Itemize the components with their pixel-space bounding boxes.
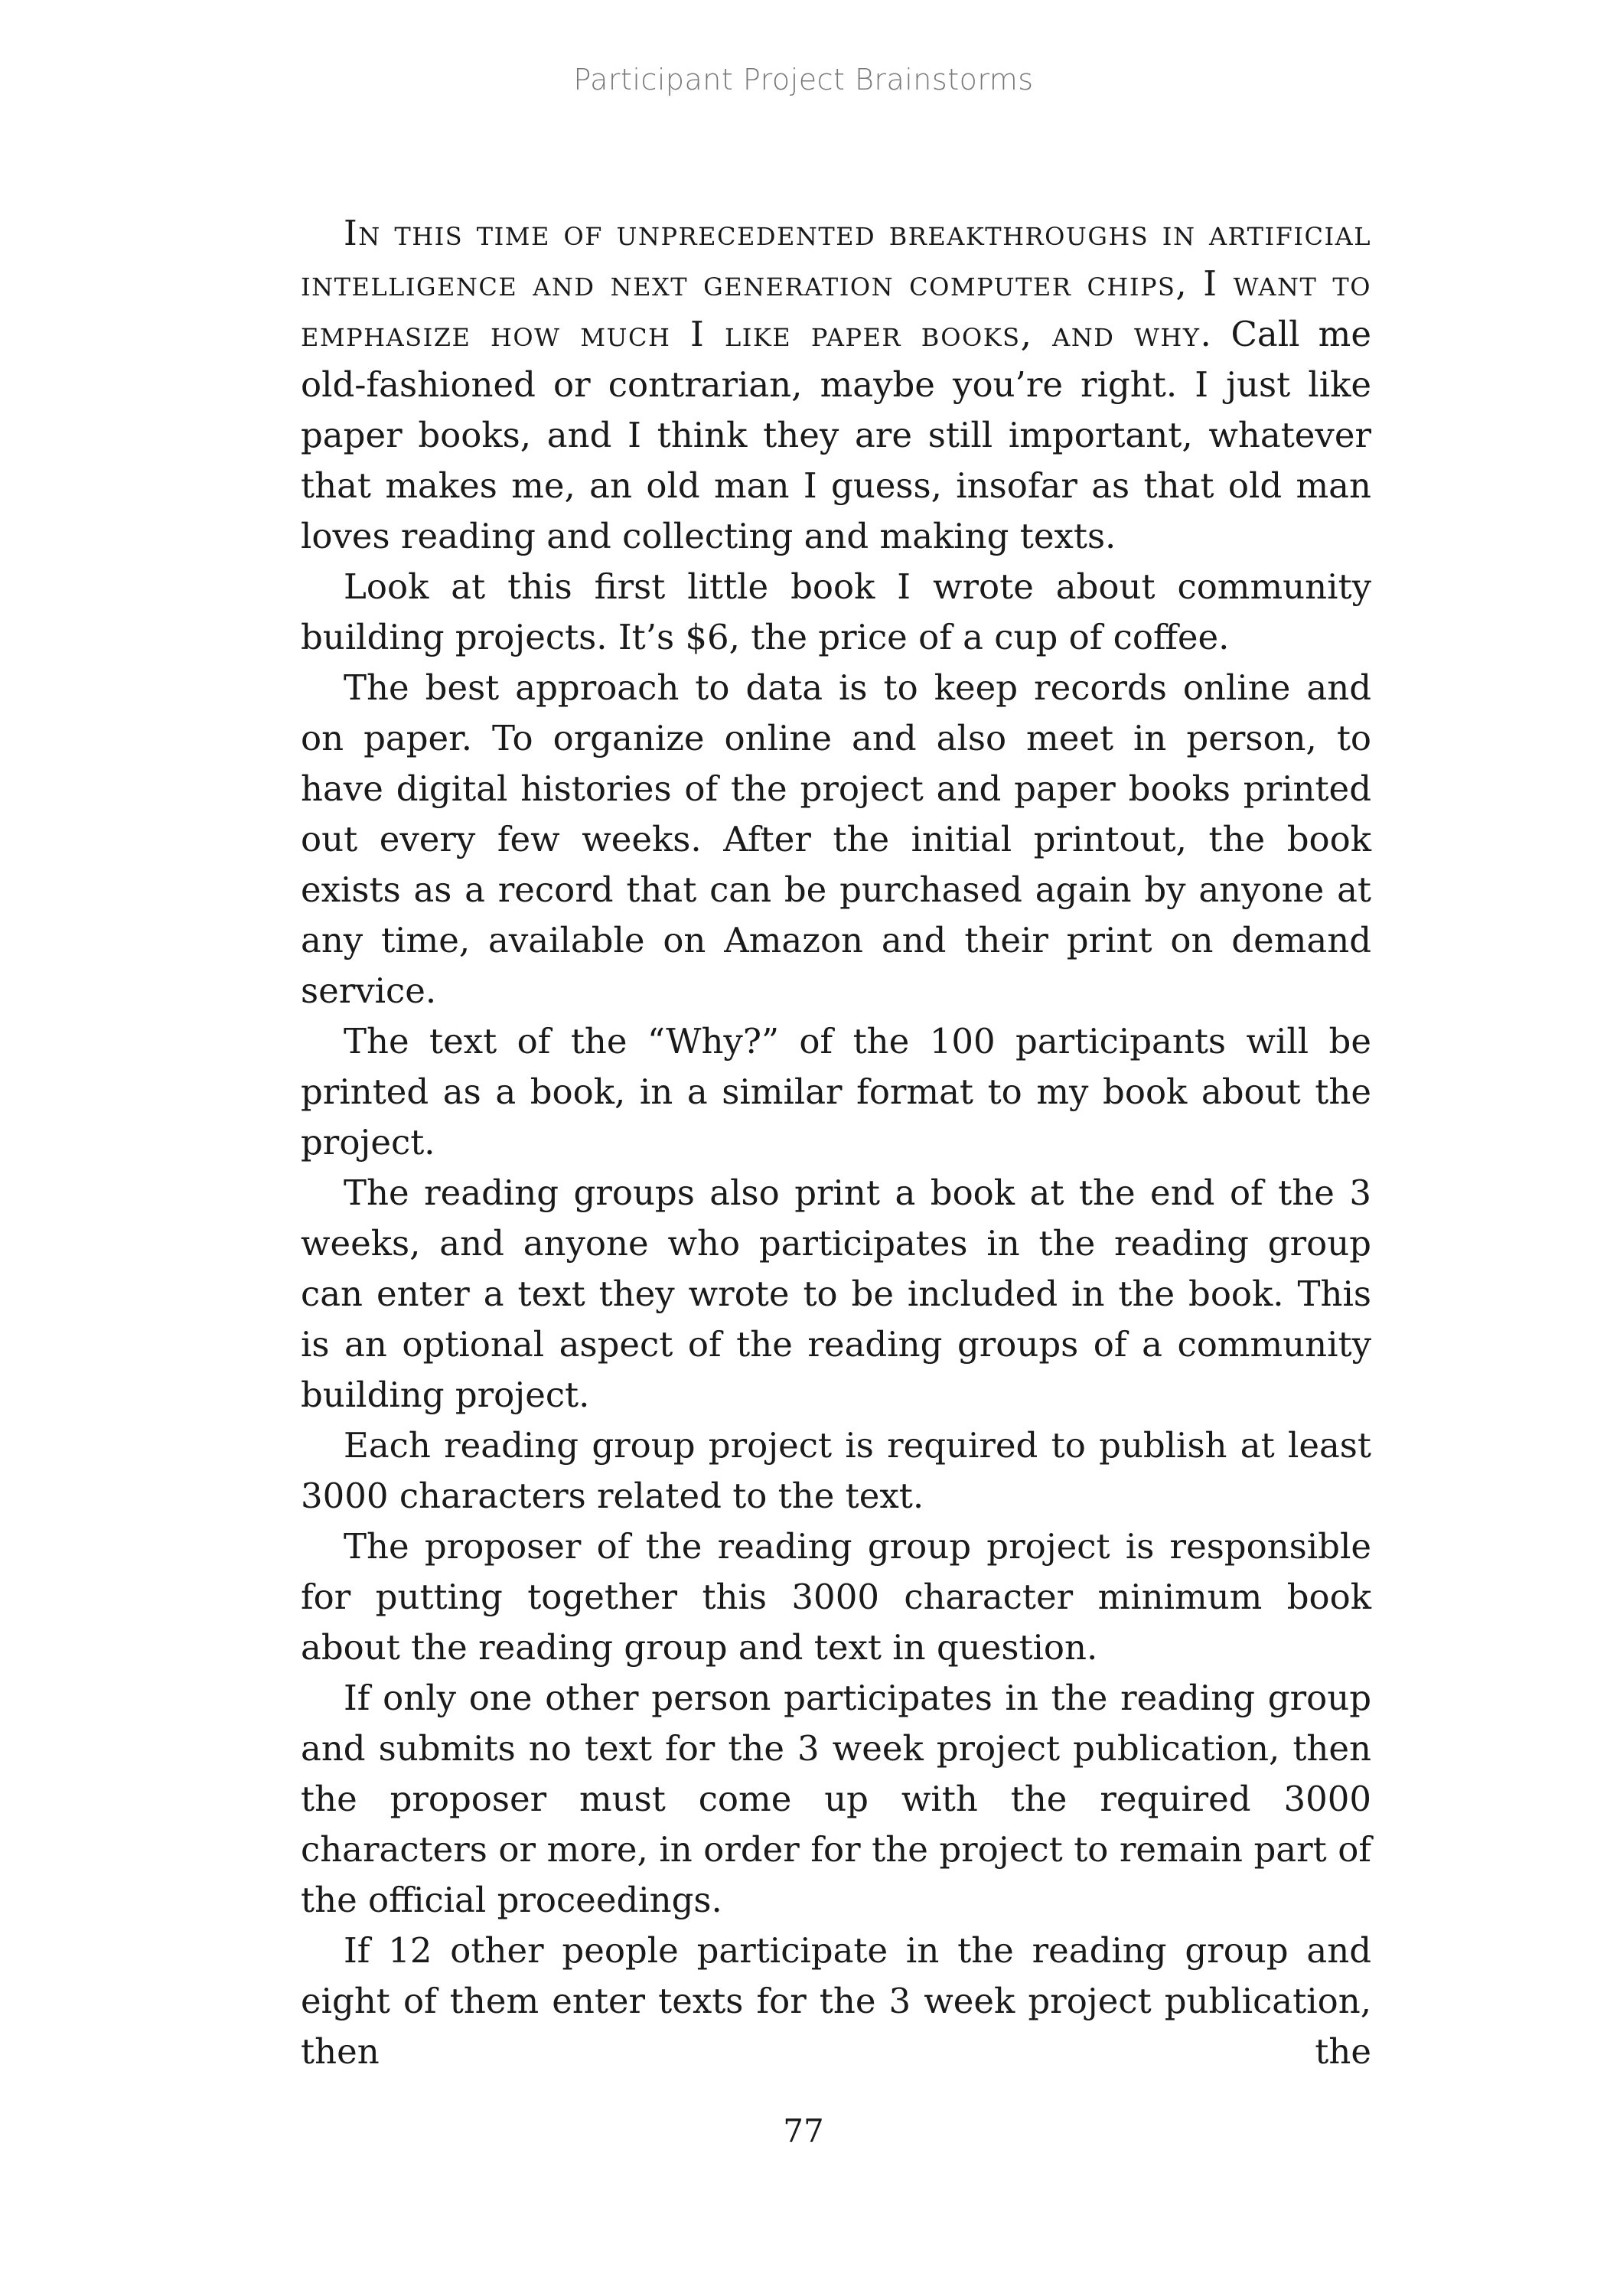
paragraph-text: Call me old-fashioned or contrarian, maybe you’re right. I just like paper books, and I think they are still important, whatever that makes me, an old man I guess, insofar as that old man loves reading and collecting and making texts. — [301, 314, 1371, 556]
running-header: Participant Project Brainstorms — [573, 63, 1034, 96]
page-number: 77 — [783, 2112, 824, 2150]
paragraph: If 12 other people participate in the reading group and eight of them enter texts for the 3 week project publication, then the — [301, 1930, 1371, 2072]
paragraph: Each reading group project is required to publish at least 3000 characters related to the text. — [301, 1425, 1371, 1516]
paragraph: The reading groups also print a book at the end of the 3 weeks, and anyone who participates in the reading group can enter a text they wrote to be included in the book. This is an optional aspect of the reading groups of a community building project. — [301, 1172, 1371, 1415]
paragraph: The proposer of the reading group project is responsible for putting together this 3000 character minimum book about the reading group and text in question. — [301, 1526, 1371, 1668]
paragraph: The text of the “Why?” of the 100 participants will be printed as a book, in a similar format to my book about the project. — [301, 1021, 1371, 1163]
paragraph — [301, 208, 1371, 562]
small-caps-lead: In this time of unprecedented breakthroughs in artificial intelligence and next generation computer chips, I want to emphasize how much I like paper books, and why. — [301, 213, 1371, 354]
paragraph: If only one other person participates in the reading group and submits no text for the 3 week project publication, then the proposer must come up with the required 3000 characters or more, in order for the project to remain part of the official proceedings. — [301, 1678, 1371, 1920]
body-text — [301, 208, 1371, 2077]
paragraph: The best approach to data is to keep records online and on paper. To organize online and also meet in person, to have digital histories of the project and paper books printed out every few weeks. After the initial printout, the book exists as a record that can be purchased again by anyone at any time, available on Amazon and their print on demand service. — [301, 667, 1371, 1011]
paragraph: Look at this first little book I wrote about community building projects. It’s $6, the price of a cup of coffee. — [301, 566, 1371, 657]
